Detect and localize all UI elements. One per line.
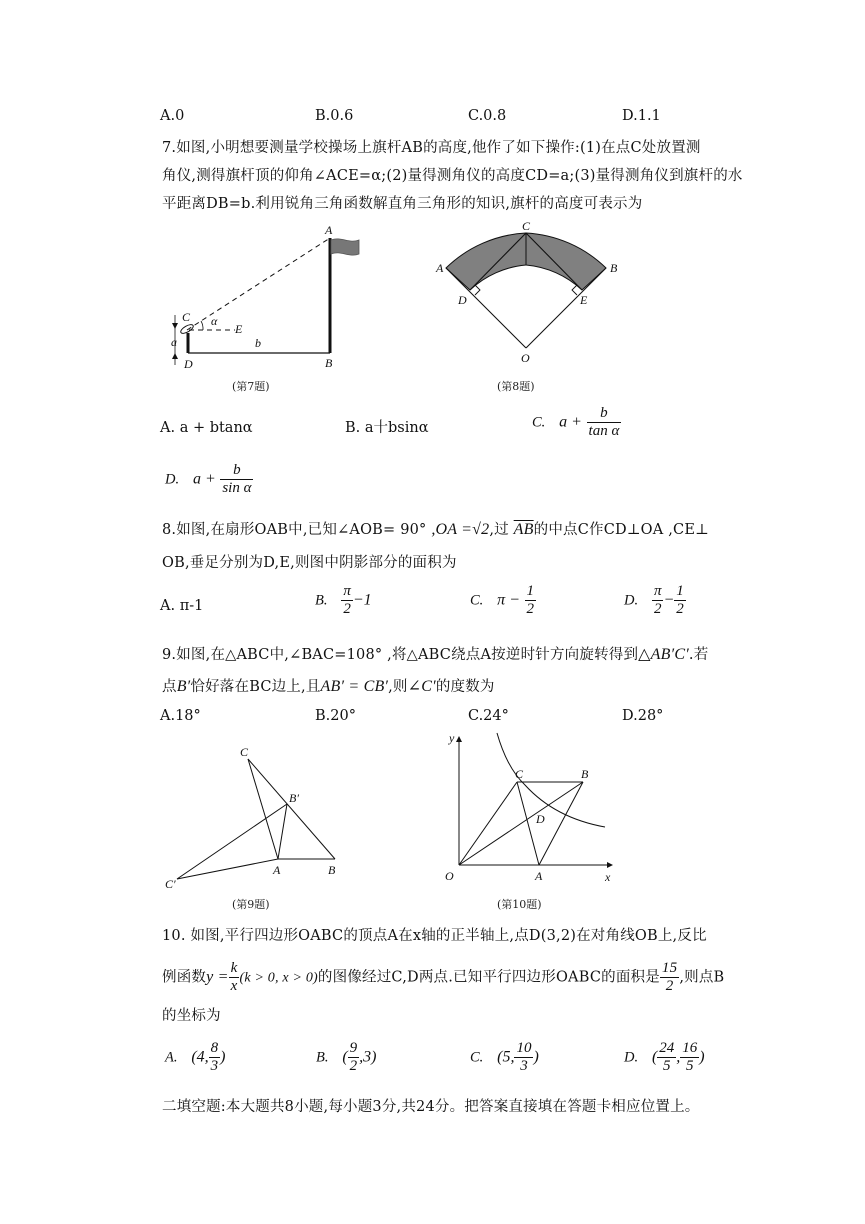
fig9-label-b: B [328,863,336,877]
q8-line-1: 8.如图,在扇形OAB中,已知∠AOB= 90° ,OA =√2,过 $\overline{AB}$的中点C作CD⊥OA ,CE⊥ [162,521,709,538]
fig7-label-alpha: α [211,314,218,328]
q9-line-2: 点B′恰好落在BC边上,且AB′ = CB′,则∠C′的度数为 [162,678,495,695]
fig7-label-c: C [182,310,191,324]
q8-option-a: A. π-1 [160,598,204,614]
fig7-label-a: A [325,223,333,237]
fig7-caption: (第7题) [232,380,270,393]
fig10-caption: (第10题) [497,898,542,911]
fig8-label-e: E [580,293,588,307]
q6-option-d: D.1.1 [622,108,661,124]
q7-option-d: D. a + $\frac{b}{\text{sin α}}$ [165,462,252,496]
fig7-label-a-len: a [171,335,177,349]
fig10-label-x: x [605,870,611,884]
q8-option-c: C. π − $\frac{1}{2}$ [470,583,535,617]
fig9-label-cp: C′ [165,877,176,891]
fig10-label-c: C [515,767,524,781]
q10-line-1: 10. 如图,平行四边形OABC的顶点A在x轴的正半轴上,点D(3,2)在对角线OB上,反比 [162,928,707,944]
q8-line-2: OB,垂足分别为D,E,则图中阴影部分的面积为 [162,555,457,571]
q10-option-d: D. ( $\frac{24}{5}$ , $\frac{16}{5}$ ) [624,1040,705,1074]
fig10-label-o: O [445,869,454,883]
fig8-label-o: O [521,351,530,365]
q9-option-b: B.20° [315,708,356,724]
q10-option-a: A. (4, $\frac{8}{3}$ ) [165,1040,226,1074]
fig9-label-bp: B′ [289,791,299,805]
fig7-label-d: D [184,357,193,371]
fig10-label-b: B [581,767,589,781]
q7-line-2: 角仪,测得旗杆顶的仰角∠ACE=α;(2)量得测角仪的高度CD=a;(3)量得测角仪到旗杆的水 [162,168,743,184]
fig7-label-b: B [325,356,333,370]
fig9-label-a: A [273,863,281,877]
q7-option-d-fraction: $\frac{b}{\text{sin α}}$ [222,462,252,496]
fig8-caption: (第8题) [497,380,535,393]
figure-9 [160,740,350,890]
q10-option-b: B. ( $\frac{9}{2}$ ,3) [316,1040,377,1074]
fig8-label-b: B [610,261,618,275]
q6-option-c: C.0.8 [468,108,507,124]
q7-option-c: C. a + $\frac{b}{\text{tan α}}$ [532,405,620,439]
q7-line-1: 7.如图,小明想要测量学校操场上旗杆AB的高度,他作了如下操作:(1)在点C处放置测 [162,140,701,156]
q10-option-c: C. (5, $\frac{10}{3}$ ) [470,1040,539,1074]
figure-10 [435,730,615,890]
q9-option-c: C.24° [468,708,509,724]
q7-line-3: 平距离DB=b.利用锐角三角函数解直角三角形的知识,旗杆的高度可表示为 [162,196,643,212]
fig8-label-c: C [522,219,531,233]
q7-option-b: B. a十bsinα [345,420,429,436]
q10-line-3: 的坐标为 [162,1008,221,1024]
fig10-label-y: y [449,731,455,745]
section-2-heading: 二填空题:本大题共8小题,每小题3分,共24分。把答案直接填在答题卡相应位置上。 [162,1099,700,1115]
q9-option-a: A.18° [160,708,201,724]
fig7-label-e: E [235,322,243,336]
fig10-label-d: D [536,812,545,826]
fig7-label-b-len: b [255,336,261,350]
q7-option-c-fraction: $\frac{b}{\text{tan α}}$ [588,405,620,439]
q9-option-d: D.28° [622,708,664,724]
q8-option-b: B. $\frac{\pi}{2}$ −1 [315,583,372,617]
fig8-label-d: D [458,293,467,307]
q8-option-d: D. $\frac{\pi}{2}$ − $\frac{1}{2}$ [624,583,684,617]
q6-option-b: B.0.6 [315,108,354,124]
fig9-label-c: C [240,745,249,759]
figure-8 [430,220,630,370]
q6-option-a: A.0 [160,108,185,124]
fig9-caption: (第9题) [232,898,270,911]
fig10-label-a: A [535,869,543,883]
figure-7 [165,220,375,375]
q7-option-a: A. a + btanα [160,420,253,436]
q10-line-2: 例函数y = $\frac{k}{x}$ (k > 0, x > 0)的图像经过C,D两点.已知平行四边形OABC的面积是 $\frac{15}{2}$ ,则点B [162,960,725,994]
fig8-label-a: A [436,261,444,275]
q9-line-1: 9.如图,在△ABC中,∠BAC=108° ,将△ABC绕点A按逆时针方向旋转得到△AB′C′.若 [162,646,709,663]
